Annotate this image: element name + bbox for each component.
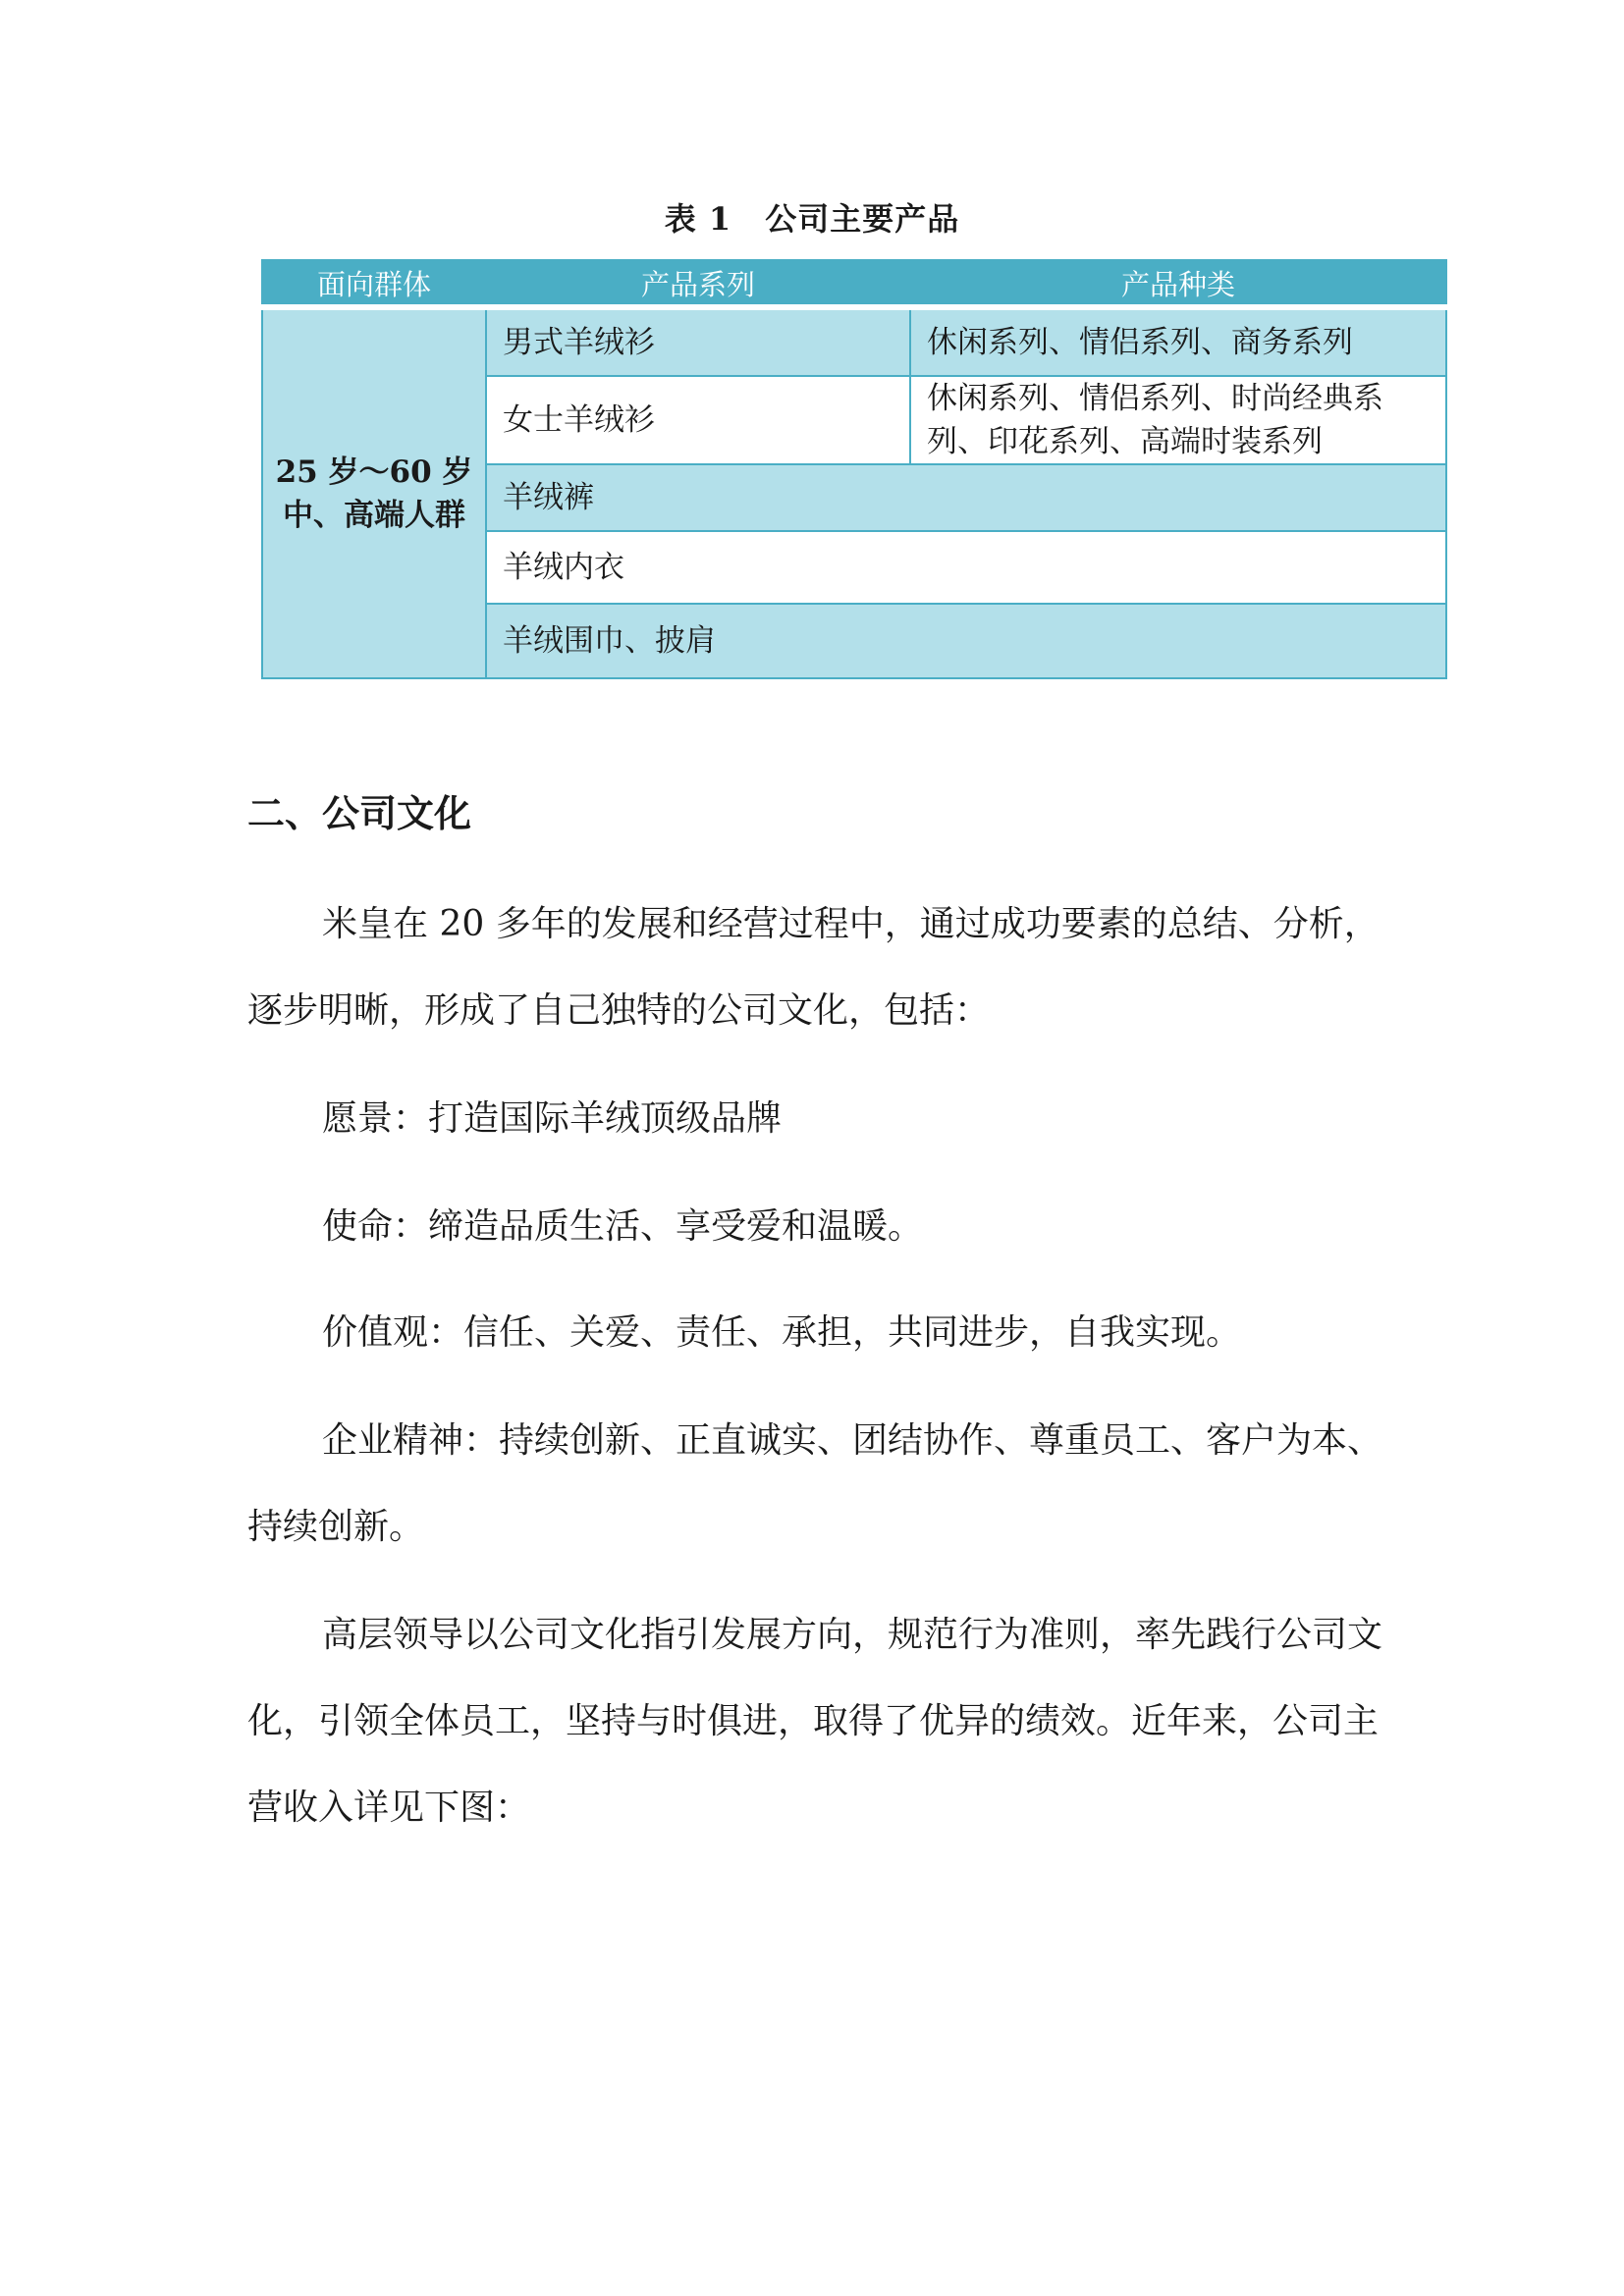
series-cell: 羊绒内衣	[486, 531, 1446, 604]
target-group-age: 25 岁～60 岁	[275, 454, 473, 490]
header-target-group: 面向群体	[262, 260, 486, 307]
values-paragraph: 价值观：信任、关爱、责任、承担，共同进步，自我实现。	[322, 1312, 1242, 1353]
spirit-paragraph: 企业精神：持续创新、正直诚实、团结协作、尊重员工、客户为本、持续创新。	[247, 1420, 1383, 1547]
table-caption	[0, 194, 1624, 240]
series-cell: 女士羊绒衫	[486, 376, 910, 464]
section-heading: 二、公司文化	[247, 792, 472, 835]
header-product-series: 产品系列	[486, 260, 910, 307]
series-cell: 男式羊绒衫	[486, 307, 910, 376]
vision-paragraph: 愿景：打造国际羊绒顶级品牌	[322, 1098, 783, 1139]
series-cell: 羊绒裤	[486, 464, 1446, 531]
table-title: 公司主要产品	[765, 200, 960, 238]
table-header-row	[262, 260, 1446, 307]
target-group-segment: 中、高端人群	[283, 498, 465, 533]
target-group-cell	[262, 307, 486, 678]
intro-paragraph: 米皇在 20 多年的发展和经营过程中，通过成功要素的总结、分析，逐步明晰，形成了自己独特的公司文化，包括：	[247, 904, 1380, 1031]
header-product-types: 产品种类	[910, 260, 1446, 307]
leadership-paragraph: 高层领导以公司文化指引发展方向，规范行为准则，率先践行公司文化，引领全体员工，坚持与时俱进，取得了优异的绩效。近年来，公司主营收入详见下图：	[247, 1615, 1383, 1828]
mission-paragraph: 使命：缔造品质生活、享受爱和温暖。	[322, 1206, 924, 1247]
table-number: 表 1	[664, 200, 732, 238]
products-table	[261, 259, 1447, 679]
types-cell: 休闲系列、情侣系列、商务系列	[910, 307, 1446, 376]
table-row	[262, 307, 1446, 376]
types-cell: 休闲系列、情侣系列、时尚经典系列、印花系列、高端时装系列	[910, 376, 1446, 464]
series-cell: 羊绒围巾、披肩	[486, 604, 1446, 678]
